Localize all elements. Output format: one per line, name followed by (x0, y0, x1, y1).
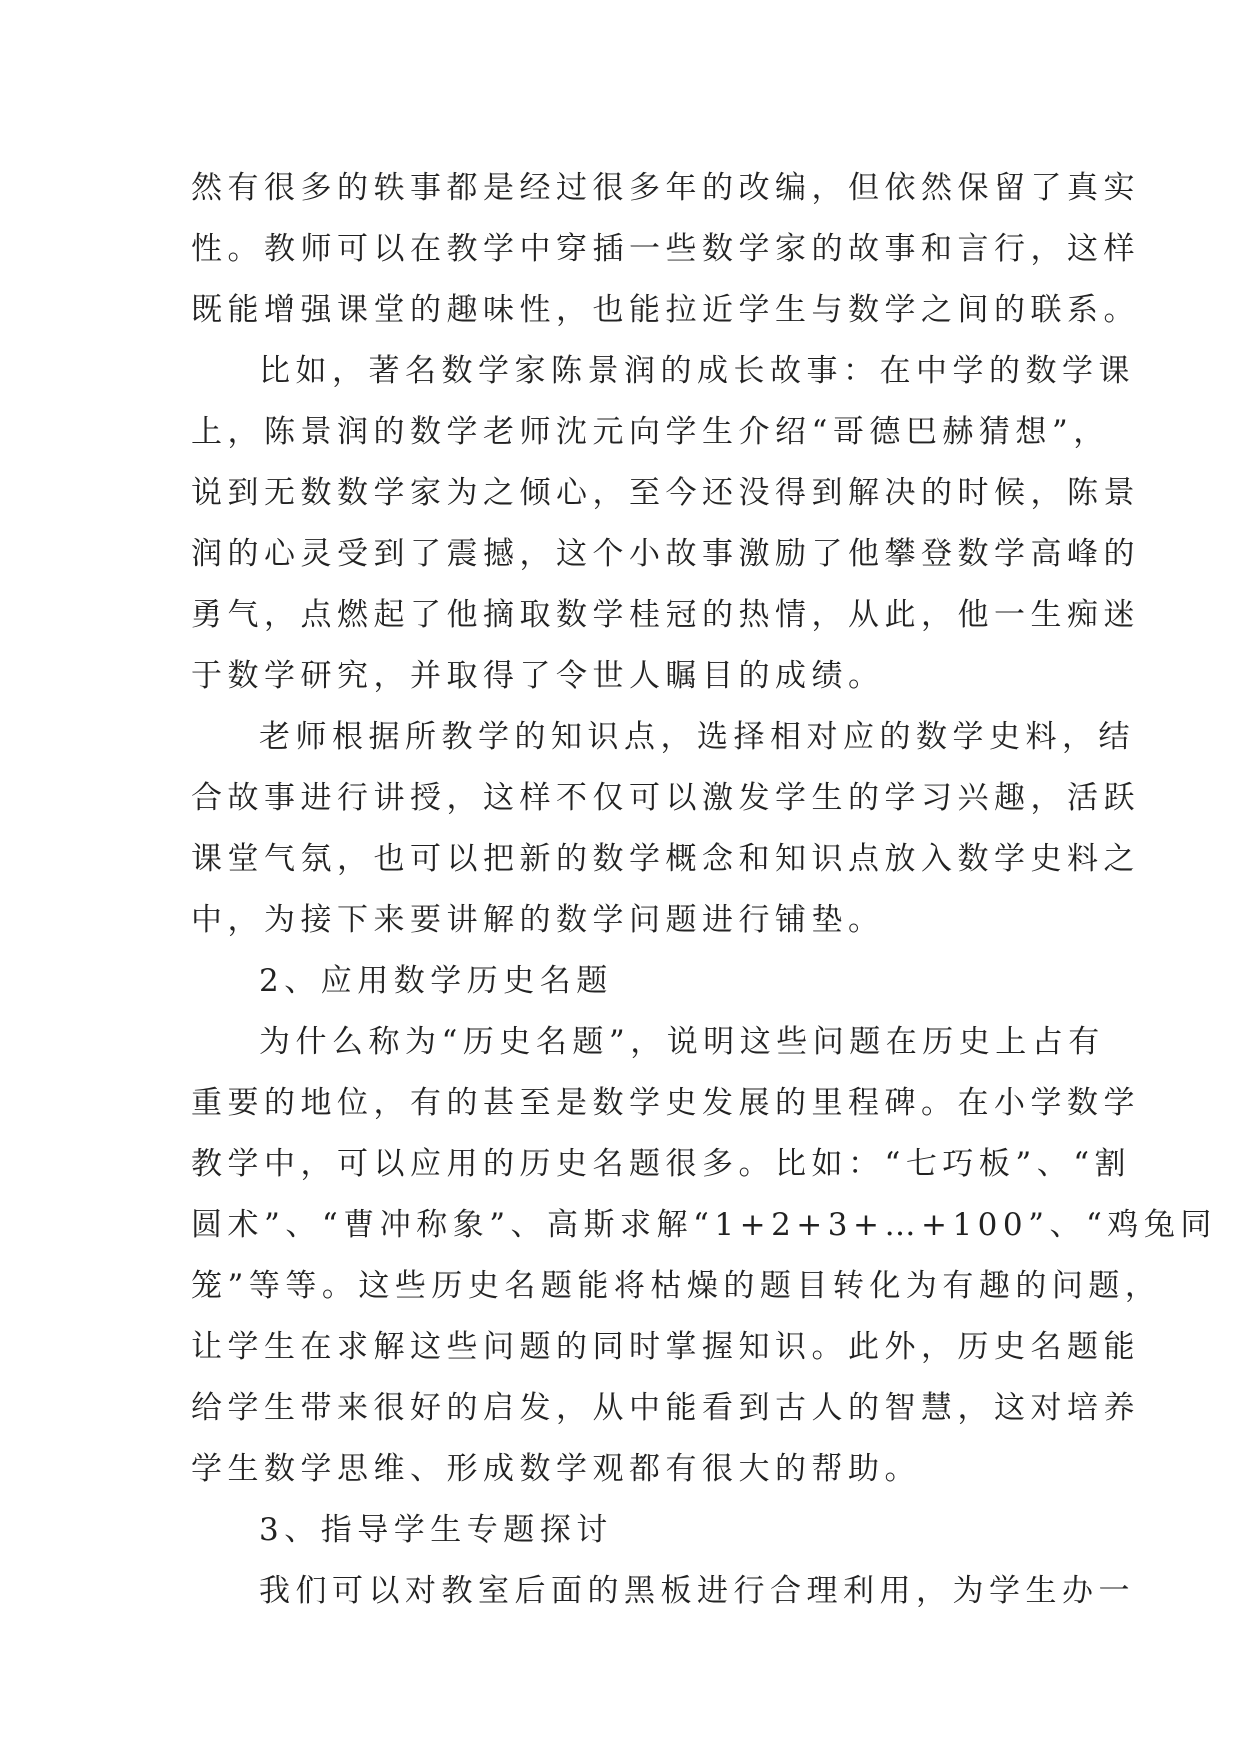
text-line: 学生数学思维、形成数学观都有很大的帮助。 (191, 1451, 921, 1487)
text-line: 于数学研究，并取得了令世人瞩目的成绩。 (191, 658, 885, 694)
text-line: 重要的地位，有的甚至是数学史发展的里程碑。在小学数学 (191, 1085, 1140, 1121)
body-text (191, 158, 1217, 1622)
text-line: 我们可以对教室后面的黑板进行合理利用，为学生办一 (259, 1573, 1135, 1609)
section-heading: 2、应用数学历史名题 (259, 963, 613, 999)
text-line: 圆术”、“曹冲称象”、高斯求解“1+2+3+…+100”、“鸡兔同 (191, 1207, 1217, 1243)
text-line: 笼”等等。这些历史名题能将枯燥的题目转化为有趣的问题， (191, 1268, 1162, 1304)
text-line: 课堂气氛，也可以把新的数学概念和知识点放入数学史料之 (191, 841, 1140, 877)
text-line: 让学生在求解这些问题的同时掌握知识。此外，历史名题能 (191, 1329, 1140, 1365)
text-line: 中，为接下来要讲解的数学问题进行铺垫。 (191, 902, 885, 938)
text-line: 既能增强课堂的趣味性，也能拉近学生与数学之间的联系。 (191, 292, 1140, 328)
text-line: 勇气，点燃起了他摘取数学桂冠的热情，从此，他一生痴迷 (191, 597, 1140, 633)
text-line: 给学生带来很好的启发，从中能看到古人的智慧，这对培养 (191, 1390, 1140, 1426)
text-line: 然有很多的轶事都是经过很多年的改编，但依然保留了真实 (191, 170, 1140, 206)
text-line: 性。教师可以在教学中穿插一些数学家的故事和言行，这样 (191, 231, 1140, 267)
text-line: 比如，著名数学家陈景润的成长故事：在中学的数学课 (259, 353, 1135, 389)
text-line: 老师根据所教学的知识点，选择相对应的数学史料，结 (259, 719, 1135, 755)
text-line: 说到无数数学家为之倾心，至今还没得到解决的时候，陈景 (191, 475, 1140, 511)
text-line: 教学中，可以应用的历史名题很多。比如：“七巧板”、“割 (191, 1146, 1132, 1182)
text-line: 润的心灵受到了震撼，这个小故事激励了他攀登数学高峰的 (191, 536, 1140, 572)
section-heading: 3、指导学生专题探讨 (259, 1512, 613, 1548)
text-line: 为什么称为“历史名题”，说明这些问题在历史上占有 (259, 1024, 1105, 1060)
text-line: 合故事进行讲授，这样不仅可以激发学生的学习兴趣，活跃 (191, 780, 1140, 816)
text-line: 上，陈景润的数学老师沈元向学生介绍“哥德巴赫猜想”， (191, 414, 1110, 450)
